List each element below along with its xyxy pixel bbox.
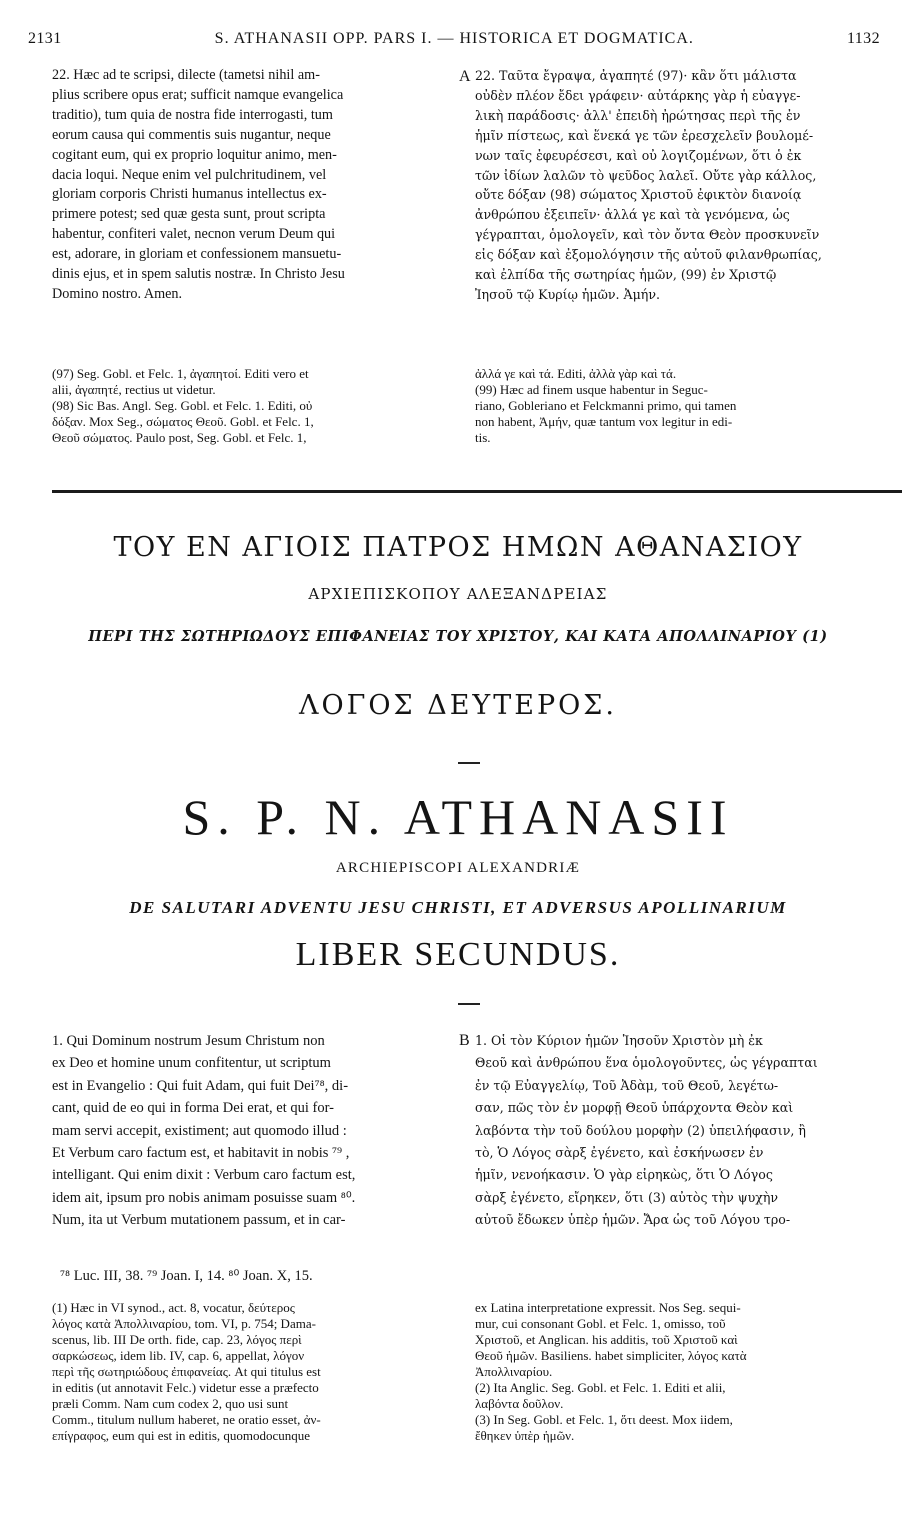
top-notes-left xyxy=(52,366,457,446)
running-head xyxy=(28,30,880,56)
text-line: ἡμῖν, νενοήκασιν. Ὁ γὰρ εἰρηκὼς, ὅτι Ὁ Λόγος xyxy=(475,1167,773,1183)
text-line: λικὴ παράδοσις· ἀλλ' ἐπειδὴ ἠρώτησας περὶ τῆς ἐν xyxy=(475,107,801,123)
text-line: οὐδὲν πλέον ἔδει γράφειν· αὐτάρκης γὰρ ἡ εὐαγγε- xyxy=(475,87,801,103)
text-line: 1. Οἱ τὸν Κύριον ἡμῶν Ἰησοῦν Χριστὸν μὴ ἐκ xyxy=(475,1033,763,1048)
footnote-line: præli Comm. Nam cum codex 2, quo usi sunt xyxy=(52,1396,289,1411)
text-line: σὰρξ ἐγένετο, εἴρηκεν, ὅτι (3) αὐτὸς τὴν ψυχὴν xyxy=(475,1189,779,1205)
footnote-line: (2) Ita Anglic. Seg. Gobl. et Felc. 1. Editi et alii, xyxy=(475,1380,726,1395)
footnote-line: (98) Sic Bas. Angl. Seg. Gobl. et Felc. 1. Editi, οὐ xyxy=(52,398,313,413)
scripture-references: ⁷⁸ Luc. III, 38. ⁷⁹ Joan. I, 14. ⁸⁰ Joan. X, 15. xyxy=(60,1268,313,1284)
running-title: S. ATHANASII OPP. PARS I. — HISTORICA ET DOGMATICA. xyxy=(214,30,694,47)
text-line: γέγραπται, ὁμολογεῖν, καὶ τὸν ὄντα Θεὸν προσκυνεῖν xyxy=(475,227,820,243)
footnote-line: δόξαν. Mox Seg., σώματος Θεοῦ. Gobl. et Felc. 1, xyxy=(52,414,314,429)
main-latin-column xyxy=(52,1030,457,1232)
bottom-notes-right xyxy=(475,1300,885,1444)
footnote-line: alii, ἀγαπητέ, rectius ut videtur. xyxy=(52,382,216,397)
footnote-line: λαβόντα δοῦλον. xyxy=(475,1396,564,1411)
text-line: λαβόντα τὴν τοῦ δούλου μορφὴν (2) ὑπειλήφασιν, ἢ xyxy=(475,1122,806,1138)
footnote-line: mur, cui consonant Gobl. et Felc. 1, omisso, τοῦ xyxy=(475,1316,726,1331)
text-line: dinis ejus, et in spem salutis nostræ. In Christo Jesu xyxy=(52,266,345,283)
latin-subtitle: ARCHIEPISCOPI ALEXANDRIÆ xyxy=(335,860,581,876)
text-line: Et Verbum caro factum est, et habitavit in nobis ⁷⁹ , xyxy=(52,1145,350,1162)
text-line: Ἰησοῦ τῷ Κυρίῳ ἡμῶν. Ἀμήν. xyxy=(475,286,661,302)
margin-letter-a: A xyxy=(459,68,471,85)
greek-work-title: ΠΕΡΙ ΤΗΣ ΣΩΤΗΡΙΩΔΟΥΣ ΕΠΙΦΑΝΕΙΑΣ ΤΟΥ ΧΡΙΣΤΟΥ, ΚΑΙ ΚΑΤΑ ΑΠΟΛΛΙΝΑΡΙΟΥ (1) xyxy=(88,628,828,645)
latin-work-title: DE SALUTARI ADVENTU JESU CHRISTI, ET ADVERSUS APOLLINARIUM xyxy=(129,898,787,917)
top-greek-column xyxy=(475,66,885,305)
text-line: est in Evangelio : Qui fuit Adam, qui fuit Dei⁷⁸, di- xyxy=(52,1077,349,1094)
footnote-line: non habent, Ἀμήν, quæ tantum vox legitur in edi- xyxy=(475,414,733,429)
text-line: idem ait, ipsum pro nobis animam posuisse suam ⁸⁰. xyxy=(52,1189,356,1206)
footnote-line: (3) In Seg. Gobl. et Felc. 1, ὅτι deest. Mox iidem, xyxy=(475,1412,733,1427)
footnote-line: tis. xyxy=(475,430,491,445)
text-line: 1. Qui Dominum nostrum Jesum Christum non xyxy=(52,1033,325,1049)
text-line: Domino nostro. Amen. xyxy=(52,285,183,302)
latin-title: S. P. N. ATHANASII xyxy=(182,789,734,845)
footnote-line: riano, Gobleriano et Felckmanni primo, qui tamen xyxy=(475,398,737,413)
footnote-line: scenus, lib. III De orth. fide, cap. 23, λόγος περὶ xyxy=(52,1332,302,1347)
text-line: ἐν τῷ Εὐαγγελίῳ, Τοῦ Ἀδὰμ, τοῦ Θεοῦ, λεγέτω- xyxy=(475,1077,779,1093)
text-line: intelligant. Qui enim dixit : Verbum caro factum est, xyxy=(52,1167,356,1184)
footnote-line: περὶ τῆς σωτηριώδους ἐπιφανείας. At qui titulus est xyxy=(52,1364,321,1379)
text-line: καὶ ἐλπίδα τῆς σωτηρίας ἡμῶν, (99) ἐν Χριστῷ xyxy=(475,267,777,283)
text-line: traditio), tum quia de nostra fide interrogasti, tum xyxy=(52,106,333,123)
section-divider xyxy=(52,490,902,493)
greek-book-title: ΛΟΓΟΣ ΔΕΥΤΕΡΟΣ. xyxy=(299,690,617,721)
footnote-line: σαρκώσεως, idem lib. IV, cap. 6, appellat, λόγον xyxy=(52,1348,305,1363)
text-line: οὔτε δόξαν (98) σώματος Χριστοῦ ἐφικτὸν διανοίᾳ xyxy=(475,187,802,203)
footnote-line: Χριστοῦ, et Anglican. his additis, τοῦ Χριστοῦ καὶ xyxy=(475,1332,738,1347)
top-latin-column xyxy=(52,66,457,305)
footnote-line: επίγραφος, eum qui est in editis, quomodocunque xyxy=(52,1428,311,1443)
text-line: ἀνθρώπου ἐξειπεῖν· ἀλλά γε καὶ τὰ γενόμενα, ὡς xyxy=(475,207,790,223)
text-line: est, adorare, in gloriam et confessionem mansuetu- xyxy=(52,246,342,263)
text-line: ex Deo et homine unum confitentur, ut scriptum xyxy=(52,1055,331,1072)
text-line: εἰς δόξαν καὶ ἐξομολόγησιν τῆς αὐτοῦ φιλανθρωπίας, xyxy=(475,247,822,263)
text-line: 22. Ταῦτα ἔγραψα, ἀγαπητέ (97)· κἂν ὅτι μάλιστα xyxy=(475,68,797,83)
footnote-line: (99) Hæc ad finem usque habentur in Seguc- xyxy=(475,382,708,397)
footnote-line: Θεοῦ σώματος. Paulo post, Seg. Gobl. et Felc. 1, xyxy=(52,430,307,445)
text-line: primere potest; sed quæ gesta sunt, prout scripta xyxy=(52,206,326,223)
footnote-line: ex Latina interpretatione expressit. Nos Seg. sequi- xyxy=(475,1300,741,1315)
page-number-left: 2131 xyxy=(28,30,62,47)
heading-dash xyxy=(458,762,480,764)
footnote-line: Θεοῦ ἡμῶν. Basiliens. habet simpliciter, λόγος κατὰ xyxy=(475,1348,747,1363)
text-line: αὐτοῦ ἔδωκεν ὑπὲρ ἡμῶν. Ἄρα ὡς τοῦ Λόγου τρο- xyxy=(475,1212,791,1228)
heading-dash xyxy=(458,1003,480,1005)
page-number-right: 1132 xyxy=(846,30,880,47)
bottom-notes-left xyxy=(52,1300,457,1444)
text-line: eorum causa qui commentis suis nugantur, neque xyxy=(52,126,331,143)
text-line: νων ταῖς ἐφευρέσεσι, καὶ οὐ λογιζομένων, ὅτι ὁ ἐκ xyxy=(475,147,802,163)
top-notes-right xyxy=(475,366,885,446)
footnote-line: Comm., titulum nullum haberet, ne oratio esset, ἀν- xyxy=(52,1412,321,1427)
footnote-line: (97) Seg. Gobl. et Felc. 1, ἀγαπητοί. Editi vero et xyxy=(52,366,309,381)
footnote-line: ἀλλά γε καὶ τά. Editi, ἀλλὰ γὰρ καὶ τά. xyxy=(475,366,677,381)
text-line: habentur, confiteri valet, necnon verum Deum qui xyxy=(52,226,336,243)
text-line: τὸ, Ὁ Λόγος σὰρξ ἐγένετο, καὶ ἐσκήνωσεν ἐν xyxy=(475,1145,764,1161)
greek-title: ΤΟΥ ΕΝ ΑΓΙΟΙΣ ΠΑΤΡΟΣ ΗΜΩΝ ΑΘΑΝΑΣΙΟΥ xyxy=(113,532,803,563)
margin-letter-b: B xyxy=(459,1032,470,1049)
text-line: cant, quid de eo qui in forma Dei erat, et qui for- xyxy=(52,1100,334,1117)
main-greek-column xyxy=(475,1030,885,1232)
latin-book-title: LIBER SECUNDUS. xyxy=(295,936,621,973)
text-line: τῶν ἰδίων λαλῶν τὸ ψεῦδος λαλεῖ. Οὔτε γὰρ κάλλος, xyxy=(475,167,817,183)
text-line: gloriam corporis Christi humanus intellectus ex- xyxy=(52,186,327,203)
footnote-line: Ἀπολλιναρίου. xyxy=(475,1364,553,1379)
text-line: 22. Hæc ad te scripsi, dilecte (tametsi nihil am- xyxy=(52,67,320,83)
footnote-line: in editis (ut annotavit Felc.) videtur esse a præfecto xyxy=(52,1380,319,1395)
text-line: cogitant eum, qui ex proprio loquitur animo, men- xyxy=(52,146,337,163)
greek-subtitle: ΑΡΧΙΕΠΙΣΚΟΠΟΥ ΑΛΕΞΑΝΔΡΕΙΑΣ xyxy=(308,585,608,603)
footnote-line: ἔθηκεν ὑπὲρ ἡμῶν. xyxy=(475,1428,575,1443)
text-line: ἡμῖν πίστεως, καὶ ἕνεκά γε τῶν ἐρεσχελεῖν βουλομέ- xyxy=(475,127,814,143)
text-line: mam servi accepit, existiment; aut quomodo illud : xyxy=(52,1122,347,1139)
text-line: σαν, πῶς τὸν ἐν μορφῇ Θεοῦ ὑπάρχοντα Θεὸν καὶ xyxy=(475,1100,794,1116)
footnote-line: λόγος κατὰ Ἀπολλιναρίου, tom. VI, p. 754; Dama- xyxy=(52,1316,316,1331)
footnote-line: (1) Hæc in VI synod., act. 8, vocatur, δεύτερος xyxy=(52,1300,295,1315)
text-line: Num, ita ut Verbum mutationem passum, et in car- xyxy=(52,1212,346,1229)
text-line: dacia loqui. Neque enim vel pulchritudinem, vel xyxy=(52,166,327,183)
text-line: Θεοῦ καὶ ἀνθρώπου ἕνα ὁμολογοῦντες, ὡς γέγραπται xyxy=(475,1055,818,1071)
text-line: plius scribere opus erat; sufficit namque evangelica xyxy=(52,86,344,103)
